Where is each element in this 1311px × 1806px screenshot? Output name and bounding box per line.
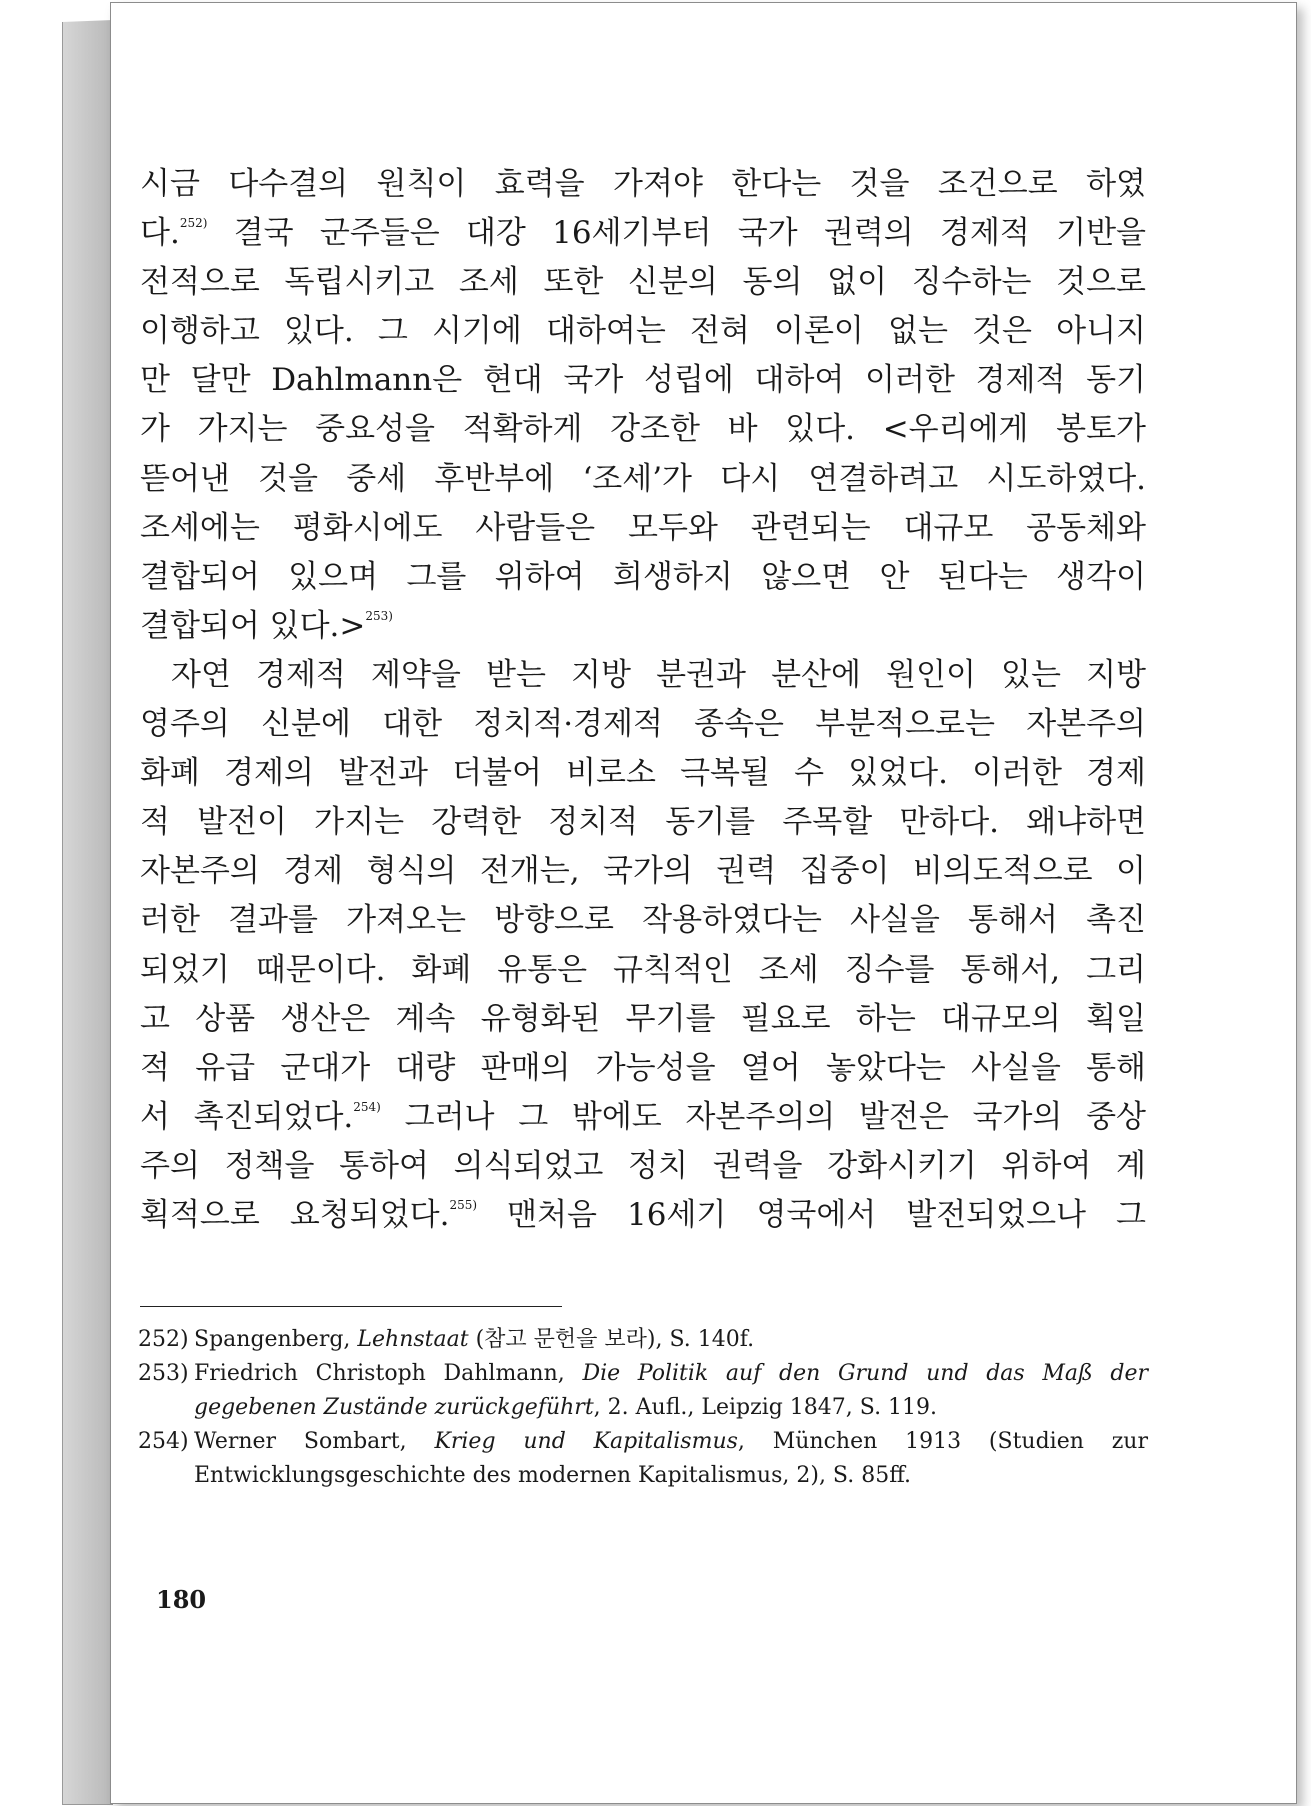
line-text: 화폐 경제의 발전과 더불어 비로소 극복될 수 있었다. 이러한 경제 — [140, 755, 1146, 792]
line-text: 주의 정책을 통하여 의식되었고 정치 권력을 강화시키기 위하여 계 — [140, 1147, 1146, 1184]
line-text: 가 가지는 중요성을 적확하게 강조한 바 있다. <우리에게 봉토가 — [140, 411, 1146, 448]
text-line — [140, 1191, 1146, 1240]
text-line — [140, 307, 1146, 356]
line-text: 되었기 때문이다. 화폐 유통은 규칙적인 조세 징수를 통해서, 그리 — [140, 951, 1146, 988]
footnote-number: 252) — [138, 1327, 189, 1352]
line-text: 전적으로 독립시키고 조세 또한 신분의 동의 없이 징수하는 것으로 — [140, 264, 1146, 301]
text-line — [140, 946, 1146, 995]
line-text: 자연 경제적 제약을 받는 지방 분권과 분산에 원인이 있는 지방 — [171, 656, 1146, 693]
line-text: 러한 결과를 가져오는 방향으로 작용하였다는 사실을 통해서 촉진 — [140, 902, 1146, 939]
line-text: 만 달만 Dahlmann은 현대 국가 성립에 대하여 이러한 경제적 동기 — [140, 362, 1146, 399]
line-text: 다. — [140, 215, 180, 252]
line-text: 영주의 신분에 대한 정치적·경제적 종속은 부분적으로는 자본주의 — [140, 706, 1146, 743]
text-line — [140, 1044, 1146, 1093]
line-text: 결합되어 있다.> — [140, 607, 366, 644]
text-line — [140, 504, 1146, 553]
footnote-number: 253) — [138, 1361, 189, 1386]
footnote-ref: 255) — [449, 1197, 478, 1212]
text-line — [140, 896, 1146, 945]
footnote-text — [194, 1357, 1148, 1425]
footnote-divider — [140, 1306, 562, 1307]
line-text: 자본주의 경제 형식의 전개는, 국가의 권력 집중이 비의도적으로 이 — [140, 853, 1146, 890]
line-text: 시금 다수결의 원칙이 효력을 가져야 한다는 것을 조건으로 하였 — [140, 166, 1146, 202]
footnote-segment: , 2. Aufl., Leipzig 1847, S. 119. — [593, 1395, 938, 1420]
footnote-ref: 254) — [353, 1099, 381, 1114]
footnote-segment: , München 1913 (Studien zur Entwicklungsgeschichte des modernen Kapitalismus, 2), S. 85ff. — [194, 1429, 1148, 1488]
footnote-title: Krieg und Kapitalismus — [434, 1429, 738, 1454]
line-text: 적 발전이 가지는 강력한 정치적 동기를 주목할 만하다. 왜냐하면 — [140, 804, 1146, 841]
footnote-title: Lehnstaat — [357, 1327, 469, 1352]
body-text — [140, 160, 1146, 1240]
text-line — [140, 405, 1146, 454]
footnote-segment: Friedrich Christoph Dahlmann, — [194, 1361, 583, 1386]
text-line — [140, 749, 1146, 798]
line-text: 결합되어 있으며 그를 위하여 희생하지 않으면 안 된다는 생각이 — [140, 558, 1146, 595]
line-text: 서 촉진되었다. — [140, 1098, 354, 1135]
footnote — [138, 1425, 1148, 1493]
text-line — [140, 1093, 1146, 1142]
line-text: 적 유급 군대가 대량 판매의 가능성을 열어 놓았다는 사실을 통해 — [140, 1049, 1146, 1086]
text-line — [140, 1142, 1146, 1191]
line-text: 뜯어낸 것을 중세 후반부에 ‘조세’가 다시 연결하려고 시도하였다. — [140, 460, 1146, 497]
footnote-title: Die Politik auf den Grund und das Maß der gegebenen Zustände zurückgeführt — [194, 1361, 1149, 1420]
text-line — [140, 995, 1146, 1044]
text-line — [140, 651, 1146, 700]
text-line — [140, 209, 1146, 258]
footnote-text — [194, 1323, 1148, 1357]
text-line — [140, 356, 1146, 405]
footnote-number: 254) — [138, 1429, 189, 1454]
footnote-segment: Werner Sombart, — [194, 1429, 435, 1454]
footnote-ref: 252) — [179, 216, 208, 231]
text-line — [140, 258, 1146, 307]
footnote-segment: (참고 문헌을 보라), S. 140f. — [468, 1327, 755, 1352]
line-text: 이행하고 있다. 그 시기에 대하여는 전혀 이론이 없는 것은 아니지 — [140, 313, 1146, 350]
footnote — [138, 1357, 1148, 1425]
text-line — [140, 553, 1146, 602]
text-line — [140, 602, 1146, 651]
footnote — [138, 1323, 1148, 1357]
line-text: 조세에는 평화시에도 사람들은 모두와 관련되는 대규모 공동체와 — [140, 509, 1146, 546]
line-text: 획적으로 요청되었다. — [140, 1196, 450, 1233]
footnotes — [138, 1323, 1148, 1493]
line-text: 결국 군주들은 대강 16세기부터 국가 권력의 경제적 기반을 — [207, 215, 1146, 252]
line-text: 맨처음 16세기 영국에서 발전되었으나 그 — [477, 1196, 1146, 1233]
footnote-text — [194, 1425, 1148, 1493]
book-page-edge — [62, 20, 113, 1805]
page-number: 180 — [156, 1585, 207, 1614]
text-line — [140, 700, 1146, 749]
line-text: 고 상품 생산은 계속 유형화된 무기를 필요로 하는 대규모의 획일 — [140, 1000, 1146, 1037]
text-line — [140, 160, 1146, 209]
line-text: 그러나 그 밖에도 자본주의의 발전은 국가의 중상 — [380, 1098, 1146, 1135]
text-line — [140, 455, 1146, 504]
footnote-segment: Spangenberg, — [194, 1327, 358, 1352]
footnote-ref: 253) — [365, 608, 393, 623]
text-line — [140, 847, 1146, 896]
text-line — [140, 798, 1146, 847]
